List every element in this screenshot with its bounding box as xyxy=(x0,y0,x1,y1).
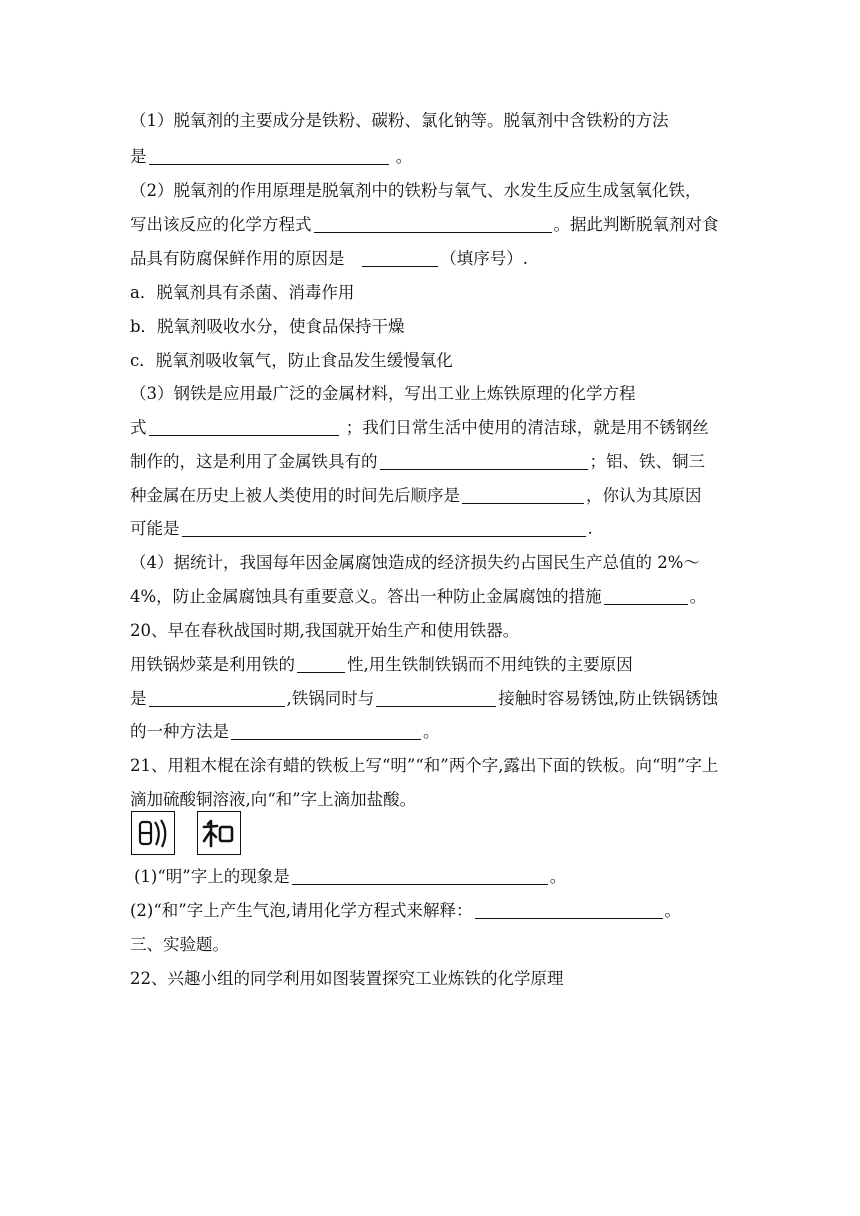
q20-line1: 20、早在春秋战国时期,我国就开始生产和使用铁器。 xyxy=(130,621,520,640)
q-iron-p3-line1: （3）钢铁是应用最广泛的金属材料，写出工业上炼铁原理的化学方程 xyxy=(130,384,636,403)
answer-blank[interactable] xyxy=(604,587,688,605)
section-heading: 三、实验题。 xyxy=(130,935,229,954)
q-iron-p1-line1: （1）脱氧剂的主要成分是铁粉、碳粉、氯化钠等。脱氧剂中含铁粉的方法 xyxy=(130,111,669,130)
q20-line4: 的一种方法是 。 xyxy=(130,722,440,741)
q21-line1: 21、用粗木棍在涂有蜡的铁板上写“明”“和”两个字,露出下面的铁板。向“明”字上 xyxy=(130,756,719,775)
answer-blank[interactable] xyxy=(376,689,496,707)
answer-blank[interactable] xyxy=(314,215,552,233)
q21-sub2: (2)“和”字上产生气泡,请用化学方程式来解释： 。 xyxy=(130,901,681,920)
answer-blank[interactable] xyxy=(182,519,586,537)
answer-blank[interactable] xyxy=(149,689,285,707)
answer-blank[interactable] xyxy=(297,655,345,673)
answer-blank[interactable] xyxy=(462,486,584,504)
q20-line2: 用铁锅炒菜是利用铁的 性,用生铁制铁锅而不用纯铁的主要原因 xyxy=(130,655,633,674)
q21-sub1: (1)“明”字上的现象是 。 xyxy=(134,867,567,886)
q-iron-p2-line1: （2）脱氧剂的作用原理是脱氧剂中的铁粉与氧气、水发生反应生成氢氧化铁， xyxy=(130,181,702,200)
q-iron-p3-line4: 种金属在历史上被人类使用的时间先后顺序是 ，你认为其原因 xyxy=(130,486,702,505)
q-iron-p3-line5: 可能是 . xyxy=(130,519,593,538)
q-iron-p4-line2: 4%，防止金属腐蚀具有重要意义。答出一种防止金属腐蚀的措施 。 xyxy=(130,587,707,606)
q20-line3: 是 ,铁锅同时与 接触时容易锈蚀,防止铁锅锈蚀 xyxy=(130,689,718,708)
q-iron-p3-line2: 式 ；我们日常生活中使用的清洁球，就是用不锈钢丝 xyxy=(130,418,709,437)
option-c: c．脱氧剂吸收氧气，防止食品发生缓慢氧化 xyxy=(130,351,453,370)
option-b: b．脱氧剂吸收水分，使食品保持干燥 xyxy=(130,317,405,336)
answer-blank[interactable] xyxy=(292,867,548,885)
answer-blank[interactable] xyxy=(149,418,339,436)
answer-blank[interactable] xyxy=(362,249,438,267)
q-iron-p1-line2: 是 。 xyxy=(130,147,413,166)
q-iron-p2-line3: 品具有防腐保鲜作用的原因是 （填序号）. xyxy=(130,249,528,268)
char-box-ming xyxy=(131,811,175,855)
he-character-image xyxy=(198,812,239,853)
q-iron-p3-line3: 制作的，这是利用了金属铁具有的 ；铝、铁、铜三 xyxy=(130,452,705,471)
answer-blank[interactable] xyxy=(380,452,588,470)
char-box-he xyxy=(197,811,241,855)
answer-blank[interactable] xyxy=(231,722,421,740)
q21-line2: 滴加硫酸铜溶液,向“和”字上滴加盐酸。 xyxy=(130,790,417,809)
option-a: a．脱氧剂具有杀菌、消毒作用 xyxy=(130,283,355,302)
q22-line1: 22、兴趣小组的同学利用如图装置探究工业炼铁的化学原理 xyxy=(130,969,564,988)
answer-blank[interactable] xyxy=(149,147,389,165)
ming-character-image xyxy=(132,812,173,853)
q-iron-p4-line1: （4）据统计，我国每年因金属腐蚀造成的经济损失约占国民生产总值的 2%～ xyxy=(130,553,700,572)
q-iron-p2-line2: 写出该反应的化学方程式 。据此判断脱氧剂对食 xyxy=(130,215,719,234)
answer-blank[interactable] xyxy=(475,901,663,919)
